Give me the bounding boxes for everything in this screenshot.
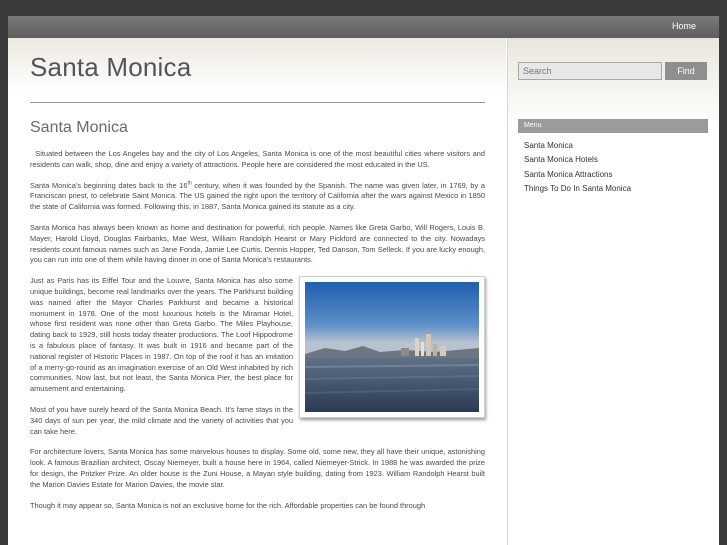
menu-heading: Menu — [518, 119, 708, 133]
history-text-a: Santa Monica’s beginning dates back to the 16 — [30, 180, 188, 190]
header-divider — [30, 102, 485, 103]
paragraph-beach: Most of you have surely heard of the Santa Monica Beach. It’s fame stays in the 340 days of sun per year, the mild climate and the variety of activities that you can take here. — [30, 404, 293, 436]
paragraph-intro-text: Situated between the Los Angeles bay and the city of Los Angeles, Santa Monica is one of the most beautiful cities where visitors and residents can walk, shop, dine and enjoy a variety of attractions. People here are considered the most educated in the US. — [30, 149, 485, 169]
paragraph-properties: Though it may appear so, Santa Monica is not an exclusive home for the rich. Affordable properties can be found through — [30, 500, 426, 510]
paragraph-residents: Santa Monica has always been known as home and destination for powerful, rich people. Names like Greta Garbo, Will Rogers, Louis B. Mayer, Harold Lloyd, Douglas Fairbanks, Mae West, William Randolph Hearst or Mary Pickford are connected to the city. Nowadays residents count famous names such as Jane Fonda, Jamie Lee Curtis, Dennis Hopper, Ted Danson, Tom Selleck. If you are lucky enough, you can run into one of them while having dinner in one of Santa Monica’s restaurants. — [30, 222, 485, 265]
page-frame — [8, 16, 719, 545]
site-title[interactable]: Santa Monica — [30, 52, 192, 82]
paragraph-landmarks: Just as Paris has its Eiffel Tour and the Louvre, Santa Monica has also some unique buildings, become real landmarks over the years. The Parkhurst building was named after the Mayor Charles Parkhurst and became a historical monument in 1978. One of the most luxurious hotels is the Miramar Hotel, whose first resident was none other than Greta Garbo. The Miles Playhouse, dating back to 1929, still hosts today theater productions. The Loof Hippodrome is a fabulous place of fantasy. It was built in 1916 and became part of the national register of Historic Places in 1987. On top of the roof it has an imitation of a merry-go-round as an imagination exercise of an Old West inhabited by rich communities. Now last, but not least, the Santa Monica Pier, the best place for amusement and entertaining. — [30, 276, 293, 394]
article-heading: Santa Monica — [30, 119, 128, 136]
sidebar — [508, 38, 719, 545]
site-header — [8, 38, 506, 92]
history-superscript: th — [187, 180, 192, 187]
find-button[interactable]: Find — [665, 62, 707, 80]
search-input[interactable] — [518, 62, 662, 80]
paragraph-history — [30, 181, 485, 213]
home-link[interactable]: Home — [671, 21, 696, 31]
beach-photo-image — [305, 282, 479, 412]
history-text-b: century, when it was founded by the Spanish. The name was given later, in 1769, by a Franciscan priest, to celebrate Saint Monica. The US gained the right upon the territory of California after the wars against Mexico in 1850 the state of California was formed. Following this, in 1887, Santa Monica gained its statute as a city. — [30, 180, 485, 212]
menu-list — [524, 139, 631, 196]
article-content — [30, 118, 485, 521]
top-nav-bar — [8, 16, 719, 38]
paragraph-architecture: For architecture lovers, Santa Monica has some marvelous houses to display. Some old, some new, they all have their unique, astonishing look. A famous Brazilian architect, Oscay Niemeyer, built a house here in 1964, called Niemeyer-Strick. In 1988 he was awarded the prize for design, the Pritzker Prize. An older house is the Zuni House, a Mayan style building, dating from 1923. William Randolph Hearst built the Marion Davies Estate for Marion Davies, the movie star. — [30, 447, 485, 489]
menu-item-attractions[interactable]: Santa Monica Attractions — [524, 169, 613, 179]
menu-item-things-to-do[interactable]: Things To Do In Santa Monica — [524, 183, 632, 193]
menu-item-santa-monica[interactable]: Santa Monica — [524, 141, 573, 150]
menu-item-hotels[interactable]: Santa Monica Hotels — [524, 155, 598, 165]
paragraph-intro — [30, 149, 485, 171]
beach-photo — [299, 276, 485, 418]
